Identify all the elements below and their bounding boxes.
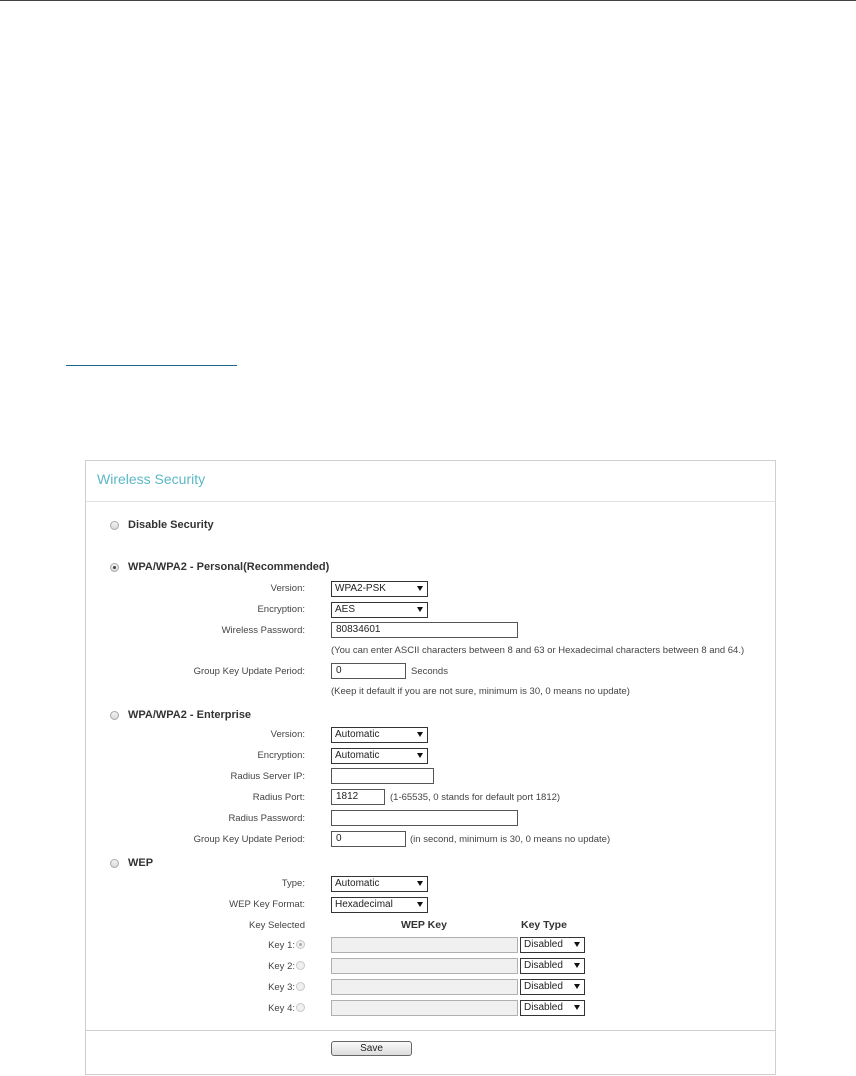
key-3-type-value: Disabled — [524, 981, 563, 992]
radius-ip-input[interactable] — [331, 768, 434, 784]
wireless-password-input[interactable]: 80834601 — [331, 622, 518, 638]
radius-port-label: Radius Port: — [252, 792, 305, 803]
chevron-down-icon — [417, 586, 423, 591]
password-hint: (You can enter ASCII characters between 8 and 63 or Hexadecimal characters between 8 and 64.) — [331, 645, 745, 656]
enterprise-gkup-input[interactable]: 0 — [331, 831, 406, 847]
key-type-header: Key Type — [521, 919, 567, 931]
radius-password-label: Radius Password: — [228, 813, 305, 824]
title-divider — [86, 501, 775, 502]
personal-gkup-label: Group Key Update Period: — [193, 666, 305, 677]
key-1-radio[interactable] — [296, 940, 305, 949]
wireless-security-panel — [85, 460, 776, 1075]
chevron-down-icon — [417, 732, 423, 737]
personal-encryption-value: AES — [335, 604, 356, 615]
key-4-type-value: Disabled — [524, 1002, 563, 1013]
wep-type-select[interactable] — [331, 876, 428, 892]
radius-ip-label: Radius Server IP: — [230, 771, 305, 782]
wep-key-header: WEP Key — [401, 919, 447, 931]
enterprise-version-select[interactable] — [331, 727, 428, 743]
key-1-type-value: Disabled — [524, 939, 563, 950]
radius-password-input[interactable] — [331, 810, 518, 826]
enterprise-encryption-label: Encryption: — [257, 750, 305, 761]
key-2-label: Key 2: — [268, 961, 295, 972]
key-2-input[interactable] — [331, 958, 518, 974]
wep-label: WEP — [128, 857, 154, 869]
key-3-input[interactable] — [331, 979, 518, 995]
personal-gkup-hint: (Keep it default if you are not sure, minimum is 30, 0 means no update) — [331, 686, 630, 697]
chevron-down-icon — [417, 881, 423, 886]
enterprise-version-value: Automatic — [335, 729, 380, 740]
wpa-enterprise-radio[interactable] — [110, 711, 119, 720]
personal-version-value: WPA2-PSK — [335, 583, 386, 594]
personal-gkup-unit: Seconds — [411, 666, 448, 677]
wep-format-select[interactable] — [331, 897, 428, 913]
key-4-radio[interactable] — [296, 1003, 305, 1012]
wep-format-value: Hexadecimal — [335, 899, 393, 910]
chevron-down-icon — [417, 607, 423, 612]
save-button[interactable]: Save — [331, 1041, 412, 1056]
enterprise-encryption-select[interactable] — [331, 748, 428, 764]
key-3-type-select[interactable] — [520, 979, 585, 995]
radius-port-hint: (1-65535, 0 stands for default port 1812) — [390, 792, 561, 803]
key-2-type-value: Disabled — [524, 960, 563, 971]
radius-port-input[interactable]: 1812 — [331, 789, 385, 805]
wireless-password-label: Wireless Password: — [221, 625, 305, 636]
disable-security-radio[interactable] — [110, 521, 119, 530]
wpa-personal-radio[interactable] — [110, 563, 119, 572]
enterprise-gkup-label: Group Key Update Period: — [193, 834, 305, 845]
chevron-down-icon — [574, 942, 580, 947]
chevron-down-icon — [574, 984, 580, 989]
chevron-down-icon — [417, 753, 423, 758]
top-rule — [0, 0, 856, 1]
key-4-label: Key 4: — [268, 1003, 295, 1014]
key-3-radio[interactable] — [296, 982, 305, 991]
key-4-type-select[interactable] — [520, 1000, 585, 1016]
personal-version-label: Version: — [270, 583, 305, 594]
key-4-input[interactable] — [331, 1000, 518, 1016]
personal-version-select[interactable] — [331, 581, 428, 597]
personal-encryption-select[interactable] — [331, 602, 428, 618]
panel-title: Wireless Security — [97, 471, 206, 487]
key-1-label: Key 1: — [268, 940, 295, 951]
section-underline — [66, 365, 237, 366]
key-1-input[interactable] — [331, 937, 518, 953]
wep-type-value: Automatic — [335, 878, 380, 889]
key-selected-label: Key Selected — [249, 920, 305, 931]
wep-type-label: Type: — [281, 878, 305, 889]
wep-radio[interactable] — [110, 859, 119, 868]
key-1-type-select[interactable] — [520, 937, 585, 953]
key-2-radio[interactable] — [296, 961, 305, 970]
key-2-type-select[interactable] — [520, 958, 585, 974]
wpa-enterprise-label: WPA/WPA2 - Enterprise — [128, 709, 252, 721]
chevron-down-icon — [417, 902, 423, 907]
enterprise-encryption-value: Automatic — [335, 750, 380, 761]
personal-encryption-label: Encryption: — [257, 604, 305, 615]
chevron-down-icon — [574, 963, 580, 968]
disable-security-label: Disable Security — [128, 519, 214, 531]
personal-gkup-input[interactable]: 0 — [331, 663, 406, 679]
chevron-down-icon — [574, 1005, 580, 1010]
enterprise-version-label: Version: — [270, 729, 305, 740]
enterprise-gkup-hint: (in second, minimum is 30, 0 means no update) — [410, 834, 611, 845]
footer-divider — [86, 1030, 775, 1031]
wep-format-label: WEP Key Format: — [229, 899, 305, 910]
wpa-personal-label: WPA/WPA2 - Personal(Recommended) — [128, 561, 330, 573]
key-3-label: Key 3: — [268, 982, 295, 993]
